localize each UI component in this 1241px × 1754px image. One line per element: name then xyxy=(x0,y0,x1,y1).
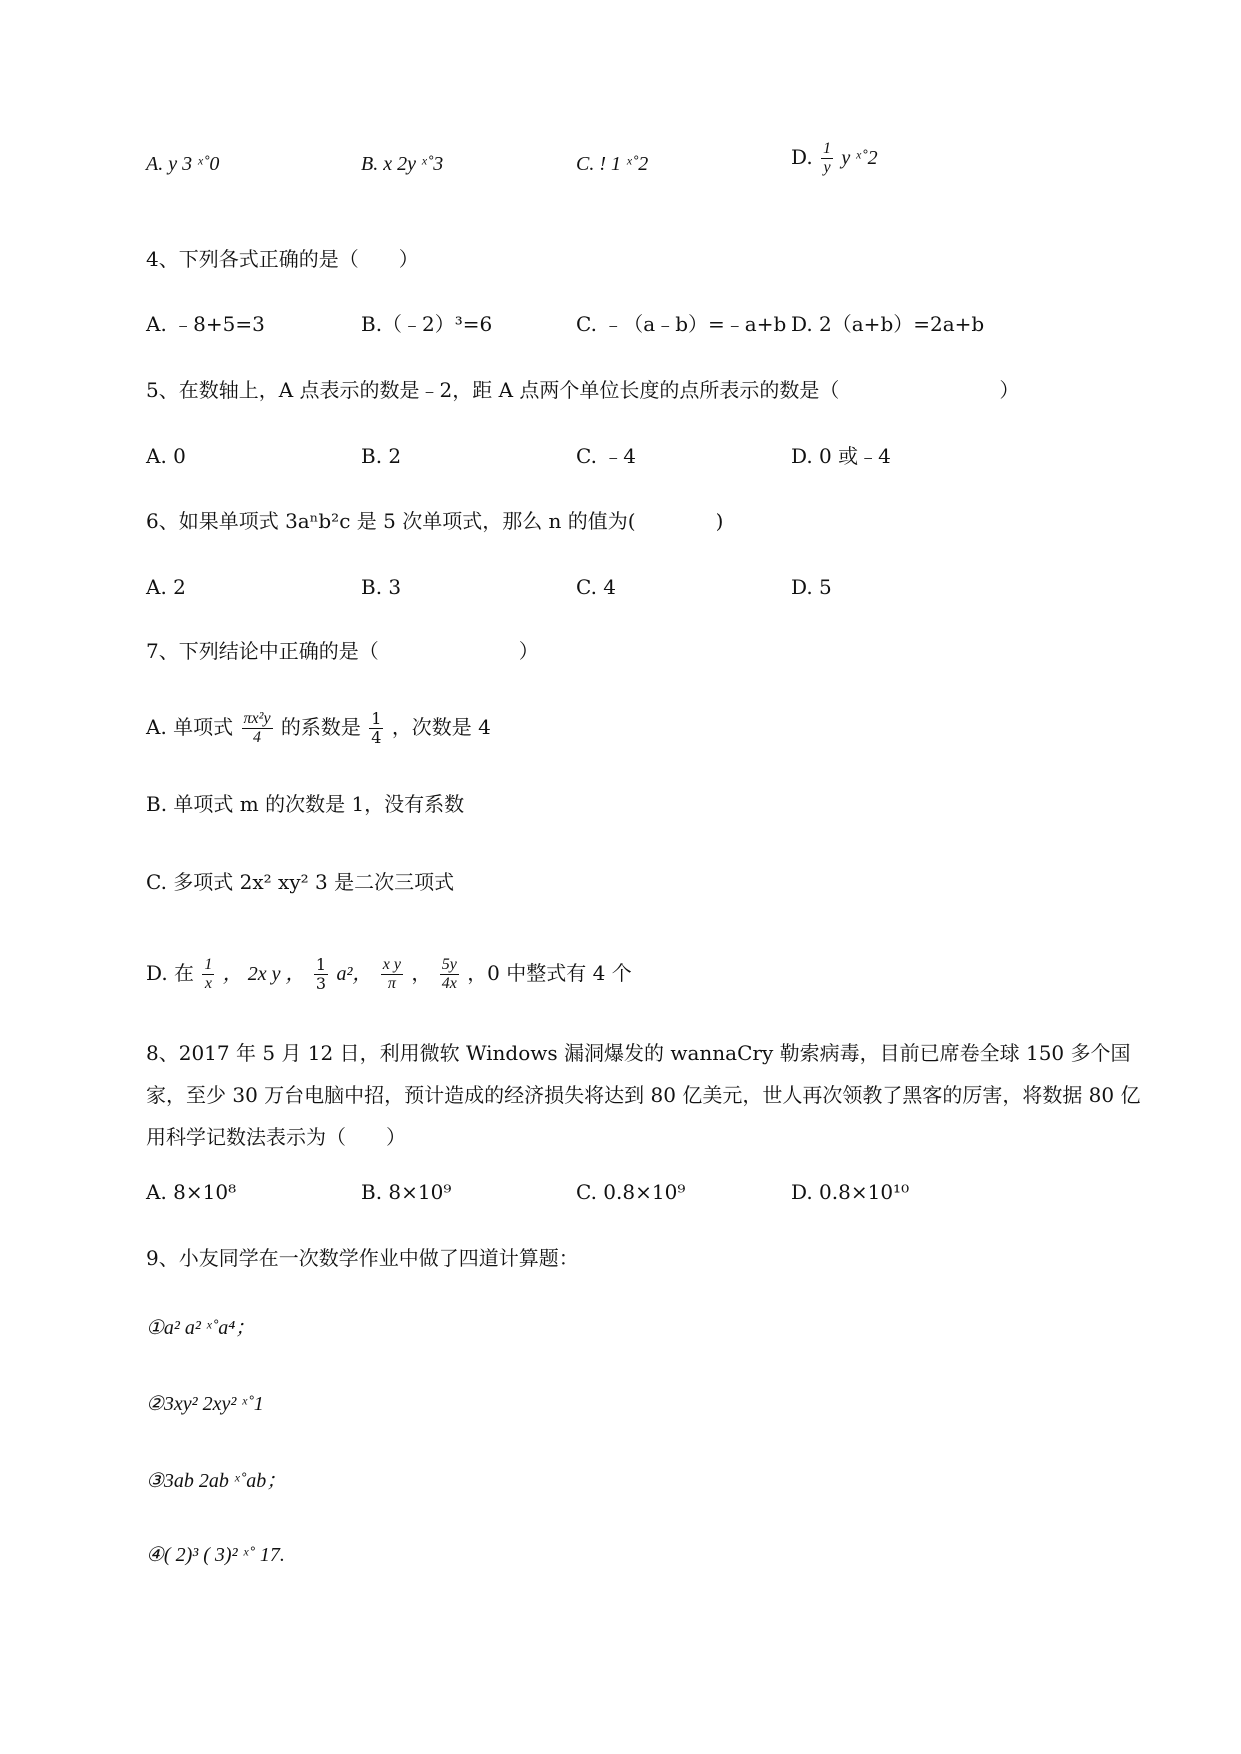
q7-option-c: C. 多项式 2x² xy² 3 是二次三项式 xyxy=(146,870,455,894)
q7-option-a-numerator: πx²y xyxy=(243,710,271,727)
q7-option-d-text-3: ， xyxy=(411,961,432,985)
q3-option-d xyxy=(791,140,878,177)
q7-option-a-denominator: 4 xyxy=(253,729,262,746)
q3-option-a: A. y 3 ˣ˚0 xyxy=(146,153,220,175)
q4-stem: 4、下列各式正确的是（ ） xyxy=(146,247,419,271)
q7-option-d-text-1: ， 2x y ， xyxy=(222,963,306,985)
q9-item-4: ④( 2)³ ( 3)² ˣ˚ 17. xyxy=(146,1544,285,1566)
q3-option-d-tail: y ˣ˚2 xyxy=(841,147,878,169)
q8-option-b: B. 8×10⁹ xyxy=(361,1180,452,1204)
q8-stem: 8、2017 年 5 月 12 日，利用微软 Windows 漏洞爆发的 wannaCry 勒索病毒，目前已席卷全球 150 多个国家，至少 30 万台电脑中招，预计造成的经济损失将达到 80 亿美元，世人再次领教了黑客的厉害，将数据 80 亿用科学记数法表示为（ ） xyxy=(146,1041,1141,1149)
q5-option-b: B. 2 xyxy=(361,444,402,468)
q5-option-c: C. ﹣4 xyxy=(576,444,637,468)
q8-option-c: C. 0.8×10⁹ xyxy=(576,1180,686,1204)
q7-option-d-f4-denominator: 4x xyxy=(441,975,457,992)
q6-option-d: D. 5 xyxy=(791,575,832,599)
q3-option-c: C. ! 1 ˣ˚2 xyxy=(576,153,649,175)
q7-option-d-fraction-1 xyxy=(202,956,214,993)
q7-option-d-suffix: ，0 中整式有 4 个 xyxy=(467,961,632,985)
q7-option-d-fraction-3 xyxy=(381,956,403,993)
q7-option-d-text-2: a²， xyxy=(336,963,373,985)
q9-item-1: ①a² a² ˣ˚a⁴； xyxy=(146,1317,256,1339)
q7-option-d-f3-denominator: π xyxy=(387,975,396,992)
q4-option-b: B.（﹣2）³=6 xyxy=(361,312,493,336)
q7-option-a-middle: 的系数是 xyxy=(280,715,361,739)
q8-option-a: A. 8×10⁸ xyxy=(146,1180,237,1204)
q3-option-d-denominator: y xyxy=(823,159,831,176)
q3-option-d-numerator: 1 xyxy=(823,140,832,157)
q6-stem: 6、如果单项式 3aⁿb²c 是 5 次单项式，那么 n 的值为( ) xyxy=(146,509,724,533)
q7-option-d-fraction-4 xyxy=(440,956,459,993)
q3-option-d-fraction xyxy=(821,140,833,177)
q7-option-a-suffix: ，次数是 4 xyxy=(391,715,491,739)
q4-option-d: D. 2（a+b）=2a+b xyxy=(791,312,985,336)
q3-option-b: B. x 2y ˣ˚3 xyxy=(361,153,444,175)
q7-option-d-fraction-2 xyxy=(314,956,328,993)
q9-item-2: ②3xy² 2xy² ˣ˚1 xyxy=(146,1393,264,1415)
q7-stem: 7、下列结论中正确的是（ ） xyxy=(146,639,539,663)
q6-option-c: C. 4 xyxy=(576,575,617,599)
q7-option-d-f2-denominator: 3 xyxy=(315,974,327,993)
q8-option-d: D. 0.8×10¹⁰ xyxy=(791,1180,910,1204)
q5-stem: 5、在数轴上，A 点表示的数是﹣2，距 A 点两个单位长度的点所表示的数是（ ） xyxy=(146,378,1020,402)
q7-option-d xyxy=(146,956,632,993)
q7-option-a xyxy=(146,710,491,747)
q7-option-a-coef-denominator: 4 xyxy=(371,728,382,747)
q7-option-a-prefix: A. 单项式 xyxy=(146,715,234,739)
q7-option-b: B. 单项式 m 的次数是 1，没有系数 xyxy=(146,792,465,816)
q7-option-d-f4-numerator: 5y xyxy=(441,956,457,973)
q6-option-b: B. 3 xyxy=(361,575,402,599)
q9-item-3: ③3ab 2ab ˣ˚ab； xyxy=(146,1470,287,1492)
q9-stem: 9、小友同学在一次数学作业中做了四道计算题： xyxy=(146,1246,579,1270)
q7-option-d-f1-denominator: x xyxy=(204,975,212,992)
q3-option-d-label: D. xyxy=(791,145,813,169)
q5-option-d: D. 0 或﹣4 xyxy=(791,444,891,468)
q7-option-d-prefix: D. 在 xyxy=(146,961,195,985)
q4-option-c: C. ﹣（a﹣b）=﹣a+b xyxy=(576,312,787,336)
q5-option-a: A. 0 xyxy=(146,444,186,468)
q7-option-d-f2-numerator: 1 xyxy=(315,955,327,974)
q7-option-d-f3-numerator: x y xyxy=(382,956,401,973)
q7-option-a-coefficient-fraction xyxy=(369,710,383,747)
q7-option-a-coef-numerator: 1 xyxy=(371,709,382,728)
q7-option-d-f1-numerator: 1 xyxy=(204,956,213,973)
q4-option-a: A. ﹣8+5=3 xyxy=(146,312,265,336)
q7-option-a-monomial-fraction xyxy=(242,710,273,747)
q6-option-a: A. 2 xyxy=(146,575,186,599)
